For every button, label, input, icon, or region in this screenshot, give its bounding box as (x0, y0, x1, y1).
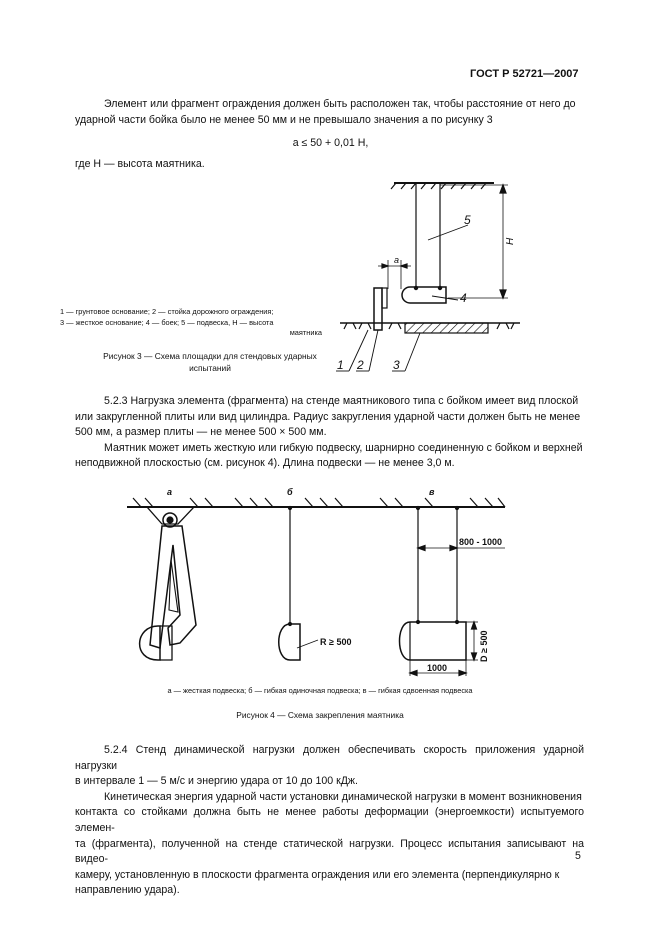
flexible-single-suspension (279, 507, 318, 661)
caption-line: Рисунок 3 — Схема площадки для стендовых ударных (103, 351, 317, 361)
radius-label: R ≥ 500 (320, 637, 352, 647)
text-line: в интервале 1 — 5 м/с и энергию удара от 10 до 100 кДж. (75, 775, 358, 788)
label-a: a (394, 255, 400, 265)
label-5: 5 (464, 213, 471, 227)
text-line: 5.2.3 Нагрузка элемента (фрагмента) на стенде маятникового типа с бойком имеет вид плоской (104, 395, 579, 407)
span-label: 800 - 1000 (459, 537, 503, 547)
legend-line: маятника (289, 328, 322, 337)
flexible-double-suspension (400, 507, 506, 677)
text-line: Маятник может иметь жесткую или гибкую подвеску, шарнирно соединенную с бойком и верхней (104, 441, 583, 454)
label-h: H (505, 237, 516, 245)
label-4: 4 (460, 291, 467, 305)
text-line: Кинетическая энергия ударной части установки динамической нагрузки в момент возникновения (104, 790, 582, 803)
variant-a-label: а (167, 487, 173, 497)
text-line: камеру, установленную в плоскости фрагмента ограждения или его элемента (перпендикулярно к (75, 868, 560, 881)
diameter-label: D ≥ 500 (479, 630, 489, 662)
text-line: направлению удара). (75, 884, 180, 897)
where-line: где H — высота маятника. (75, 158, 205, 170)
text-line: или закругленной плиты или вид цилиндра. Радиус закругления ударной части должен быть не менее (75, 410, 581, 423)
label-1: 1 (337, 358, 344, 372)
legend-line: 3 — жесткое основание; 4 — боек; 5 — подвеска, H — высота (60, 317, 274, 327)
width-label: 1000 (427, 663, 448, 673)
formula: a ≤ 50 + 0,01 H, (292, 137, 369, 149)
striker (402, 286, 446, 303)
text-line: та (фрагмента), полученной на стенде статической нагрузки. Процесс испытания записывают на видео- (75, 837, 584, 866)
text-line: Элемент или фрагмент ограждения должен быть расположен так, чтобы расстояние от него до (104, 98, 576, 110)
label-2: 2 (357, 358, 364, 372)
rigid-suspension (140, 507, 196, 660)
text-line: 500 мм, а размер плиты — не менее 500 × 500 мм. (75, 426, 327, 439)
text-line: ударной части бойка было не менее 50 мм и не превышало значения a по рисунку 3 (75, 113, 493, 126)
paragraph-5-2-4 (75, 743, 584, 899)
text-line: 5.2.4 Стенд динамической нагрузки должен обеспечивать скорость приложения ударной нагрузки (75, 744, 584, 772)
variant-v-label: в (429, 487, 435, 497)
figure3-diagram (336, 183, 520, 371)
figure4-diagram (127, 498, 505, 676)
caption-line: испытаний (189, 362, 231, 373)
legend-line: 1 — грунтовое основание; 2 — стойка дорожного ограждения; (60, 307, 274, 316)
page-number: 5 (575, 850, 581, 862)
label-3: 3 (393, 358, 400, 372)
text-line: неподвижной плоскостью (см. рисунок 4). Длина подвески — не менее 3,0 м. (75, 457, 455, 470)
text-line: контакта со стойками должна быть не менее работы деформации (энергоемкости) испытуемого элемен- (75, 806, 584, 834)
ceiling-support (391, 183, 494, 189)
figure4-labels (167, 487, 502, 673)
variant-b-label: б (287, 487, 293, 497)
rigid-base (405, 323, 488, 333)
figure4-ceiling (127, 498, 505, 507)
figure4-legend: а — жесткая подвеска; б — гибкая одиночная подвеска; в — гибкая сдвоенная подвеска (167, 686, 473, 695)
h-dimension (440, 185, 508, 298)
figure4-caption: Рисунок 4 — Схема закрепления маятника (236, 710, 404, 720)
document-id: ГОСТ Р 52721—2007 (470, 68, 579, 80)
figure3-labels (337, 213, 516, 372)
suspension-rods (416, 183, 440, 287)
